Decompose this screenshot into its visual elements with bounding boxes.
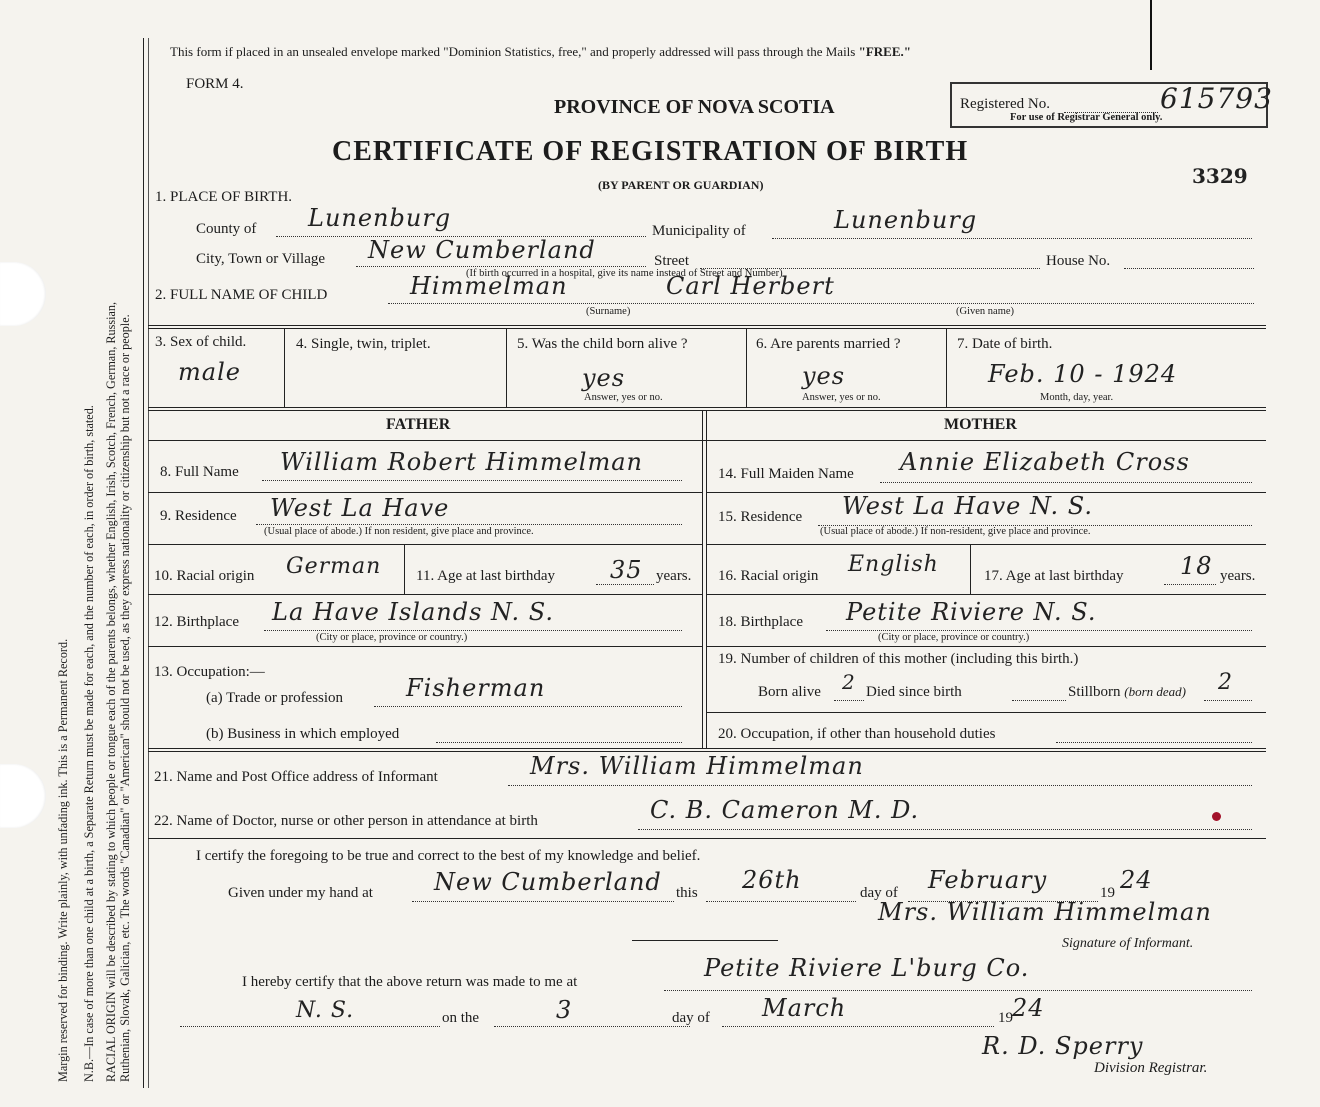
margin-racial-note-2: Ruthenian, Slovak, Galician, etc. The words "Canadian" or "American" should not be used, as they express nationality or citizenship but not a race or people. [118, 314, 132, 1082]
born-alive-count-label: Born alive [758, 684, 821, 700]
mother-name-line [880, 482, 1252, 483]
child-given-name: Carl Herbert [666, 272, 835, 300]
father-birthplace-value: La Have Islands N. S. [272, 598, 554, 626]
row-divider-4 [148, 748, 1266, 749]
informant-label: 21. Name and Post Office address of Informant [154, 769, 438, 785]
date-of-birth-caption: Month, day, year. [1040, 392, 1114, 403]
mother-age-value: 18 [1180, 552, 1213, 580]
registrar-caption: Division Registrar. [1094, 1060, 1208, 1076]
father-years-label: years. [656, 568, 692, 584]
municipality-label: Municipality of [652, 223, 746, 239]
trade-value: Fisherman [406, 674, 546, 702]
father-age-label: 11. Age at last birthday [416, 568, 555, 584]
stillborn-line [1204, 700, 1252, 701]
return-place-line [664, 990, 1252, 991]
return-year-value: 24 [1012, 994, 1045, 1022]
form-number: FORM 4. [186, 76, 244, 92]
mother-heading: MOTHER [944, 416, 1017, 433]
stillborn-label: Stillborn (born dead) [1068, 684, 1187, 700]
given-place-line [412, 901, 674, 902]
return-month-line [722, 1026, 994, 1027]
return-day-line [494, 1026, 690, 1027]
date-of-birth-label: 7. Date of birth. [957, 336, 1053, 352]
mother-residence-label: 15. Residence [718, 509, 803, 525]
mother-occupation-line [1056, 742, 1252, 743]
pen-stroke [1150, 0, 1152, 70]
row-divider-1 [148, 325, 1266, 326]
registrar-signature: R. D. Sperry [982, 1032, 1144, 1060]
return-year-prefix: 19 [998, 1010, 1013, 1026]
born-alive-label: 5. Was the child born alive ? [517, 336, 688, 352]
stamp-number: 3329 [1192, 164, 1248, 188]
given-day-value: 26th [742, 866, 802, 894]
informant-signature: Mrs. William Himmelman [878, 898, 1212, 926]
on-the-label: on the [442, 1010, 480, 1026]
business-label: (b) Business in which employed [206, 726, 400, 742]
mother-birthplace-value: Petite Riviere N. S. [846, 598, 1097, 626]
return-month-value: March [762, 994, 847, 1022]
city-value: New Cumberland [368, 236, 596, 264]
given-year-prefix: 19 [1100, 885, 1115, 901]
child-surname: Himmelman [410, 272, 568, 300]
given-day-line [706, 901, 856, 902]
county-label: County of [196, 221, 257, 237]
left-border-inner [148, 38, 149, 1088]
father-abode-caption: (Usual place of abode.) If non resident, give place and province. [264, 526, 534, 537]
mother-years-label: years. [1220, 568, 1256, 584]
row-divider-5 [148, 838, 1266, 839]
business-line [436, 742, 682, 743]
mother-occupation-label: 20. Occupation, if other than household duties [718, 726, 996, 742]
parents-married-caption: Answer, yes or no. [802, 392, 881, 403]
house-no-line [1124, 268, 1254, 269]
separator-line [632, 940, 778, 941]
father-age-value: 35 [610, 556, 643, 584]
trade-label: (a) Trade or profession [206, 690, 344, 706]
father-name-label: 8. Full Name [160, 464, 239, 480]
mother-birthplace-line [826, 630, 1252, 631]
margin-racial-note-1: RACIAL ORIGIN will be described by stating to which people or tongue each of the parents belongs, whether English, Irish, Scotch, French, German, Russian, [104, 301, 118, 1082]
binding-hole-top [0, 262, 46, 326]
mother-city-caption: (City or place, province or country.) [878, 632, 1030, 643]
registered-label: Registered No. [960, 96, 1050, 112]
born-alive-caption: Answer, yes or no. [584, 392, 663, 403]
mother-residence-value: West La Have N. S. [842, 492, 1093, 520]
father-age-line [596, 584, 654, 585]
city-line [356, 266, 646, 267]
cell-divider-4 [946, 328, 947, 408]
municipality-value: Lunenburg [834, 206, 978, 234]
surname-caption: (Surname) [586, 306, 631, 317]
mother-race-divider [970, 544, 971, 594]
hospital-note: (If birth occurred in a hospital, give its name instead of Street and Number) [466, 268, 783, 279]
return-place-value-2: N. S. [296, 998, 355, 1023]
occupation-label: 13. Occupation:— [154, 664, 265, 680]
mother-row-line-2 [706, 544, 1266, 545]
return-place-value: Petite Riviere L'burg Co. [704, 954, 1030, 982]
father-heading: FATHER [386, 416, 451, 433]
margin-binding-note: Margin reserved for binding. Write plainly, with unfading ink. This is a Permanent Record. [56, 638, 70, 1082]
parents-married-value: yes [802, 362, 846, 390]
parents-divider-a [702, 410, 703, 748]
mother-abode-caption: (Usual place of abode.) If non-resident, give place and province. [820, 526, 1091, 537]
father-row-line-2 [148, 544, 702, 545]
doctor-label: 22. Name of Doctor, nurse or other person in attendance at birth [154, 813, 538, 829]
father-residence-label: 9. Residence [160, 508, 237, 524]
mother-row-line-3 [706, 594, 1266, 595]
row-divider-1b [148, 328, 1266, 329]
informant-line [508, 785, 1252, 786]
father-row-line-3 [148, 594, 702, 595]
father-name-value: William Robert Himmelman [280, 448, 643, 476]
signature-caption: Signature of Informant. [1062, 936, 1194, 951]
died-since-birth-line [1012, 700, 1066, 701]
born-alive-value: yes [582, 364, 626, 392]
father-name-line [262, 480, 682, 481]
day-of-label: day of [860, 885, 898, 901]
this-label: this [676, 885, 698, 901]
sex-label: 3. Sex of child. [155, 334, 247, 350]
county-value: Lunenburg [308, 204, 452, 232]
certify-statement: I certify the foregoing to be true and correct to the best of my knowledge and belief. [196, 848, 701, 864]
place-of-birth-label: 1. PLACE OF BIRTH. [155, 189, 293, 205]
single-twin-label: 4. Single, twin, triplet. [296, 336, 431, 352]
province-title: PROVINCE OF NOVA SCOTIA [554, 96, 835, 118]
doctor-value: C. B. Cameron M. D. [650, 796, 920, 824]
father-race-divider [404, 544, 405, 594]
left-border [143, 38, 144, 1088]
trade-line [374, 706, 682, 707]
municipality-line [772, 238, 1252, 239]
mother-race-value: English [848, 552, 939, 577]
return-day-of-label: day of [672, 1010, 710, 1026]
cell-divider-2 [506, 328, 507, 408]
cell-divider-3 [746, 328, 747, 408]
mother-birthplace-label: 18. Birthplace [718, 614, 803, 630]
children-count-label: 19. Number of children of this mother (including this birth.) [718, 651, 1079, 667]
father-residence-line [256, 524, 682, 525]
father-row-line-4 [148, 646, 702, 647]
registered-number: 615793 [1160, 82, 1273, 115]
row-divider-2 [148, 407, 1266, 408]
mother-name-value: Annie Elizabeth Cross [900, 448, 1190, 476]
father-residence-value: West La Have [270, 494, 450, 522]
child-name-label: 2. FULL NAME OF CHILD [155, 287, 328, 303]
parents-divider-b [706, 410, 707, 748]
mother-row-line-5 [706, 712, 1266, 713]
given-year-value: 24 [1120, 866, 1153, 894]
return-day-value: 3 [556, 996, 573, 1024]
doctor-line [638, 829, 1252, 830]
certificate-title: CERTIFICATE OF REGISTRATION OF BIRTH [332, 136, 969, 167]
return-made-label: I hereby certify that the above return was made to me at [242, 974, 578, 990]
certificate-subtitle: (BY PARENT OR GUARDIAN) [598, 178, 764, 192]
mother-race-label: 16. Racial origin [718, 568, 819, 584]
return-place-line-2 [180, 1026, 440, 1027]
city-label: City, Town or Village [196, 251, 326, 267]
given-month-value: February [928, 866, 1048, 894]
father-birthplace-line [264, 630, 682, 631]
mother-age-label: 17. Age at last birthday [984, 568, 1124, 584]
parents-married-label: 6. Are parents married ? [756, 336, 901, 352]
father-race-label: 10. Racial origin [154, 568, 255, 584]
mother-row-line-4 [706, 646, 1266, 647]
given-place-value: New Cumberland [434, 868, 662, 896]
born-alive-count-line [834, 700, 864, 701]
binding-hole-bottom [0, 764, 46, 828]
house-no-label: House No. [1046, 253, 1111, 269]
sex-value: male [178, 358, 241, 386]
row-divider-2b [148, 410, 1266, 411]
father-birthplace-label: 12. Birthplace [154, 614, 239, 630]
father-city-caption: (City or place, province or country.) [316, 632, 468, 643]
informant-value: Mrs. William Himmelman [530, 752, 864, 780]
row-divider-3 [148, 440, 1266, 441]
mail-notice: This form if placed in an unsealed envelope marked "Dominion Statistics, free," and properly addressed will pass through the Mails "FREE." [170, 44, 911, 59]
registrar-note: For use of Registrar General only. [1010, 112, 1163, 123]
father-race-value: German [286, 554, 382, 579]
street-label: Street [654, 253, 689, 269]
died-since-birth-label: Died since birth [866, 684, 962, 700]
mother-age-line [1164, 584, 1216, 585]
given-under-label: Given under my hand at [228, 885, 373, 901]
mother-name-label: 14. Full Maiden Name [718, 466, 854, 482]
ink-spot [1212, 812, 1221, 821]
given-name-caption: (Given name) [956, 306, 1015, 317]
date-of-birth-value: Feb. 10 - 1924 [988, 360, 1178, 388]
father-row-line-1 [148, 492, 702, 493]
margin-nb-note: N.B.—In case of more than one child at a birth, a Separate Return must be made for each, and the number of each, in order of birth, stated. [82, 405, 96, 1082]
stillborn-count: 2 [1218, 670, 1233, 695]
cell-divider-1 [284, 328, 285, 408]
child-name-line [388, 303, 1254, 304]
born-alive-count: 2 [842, 670, 856, 694]
